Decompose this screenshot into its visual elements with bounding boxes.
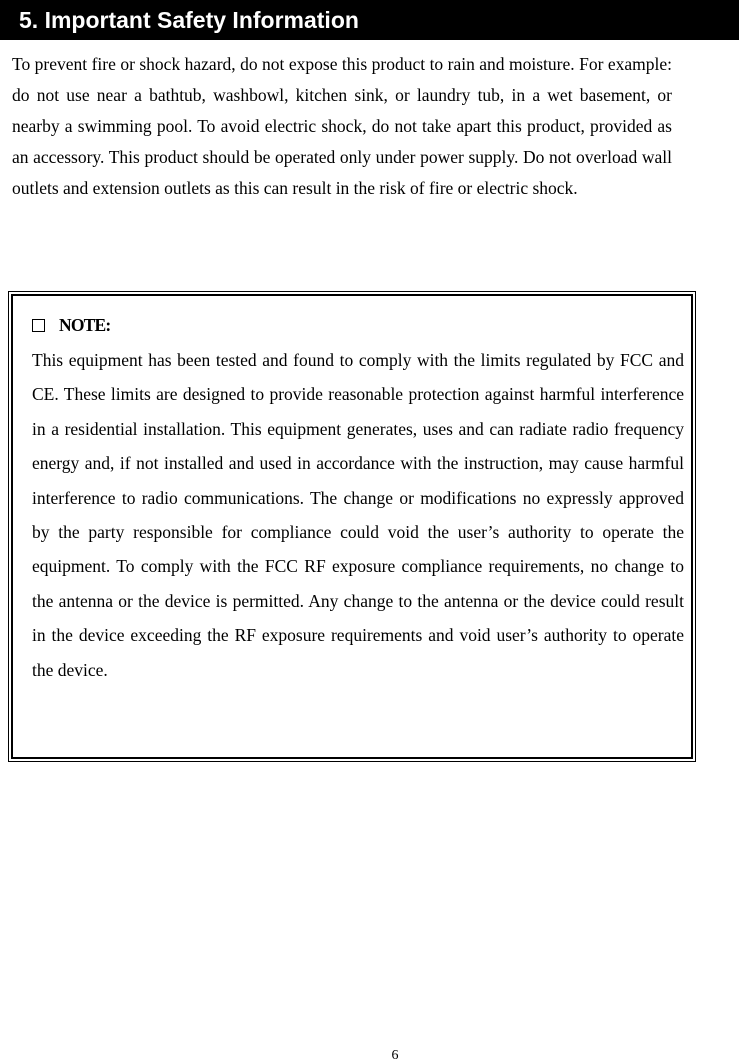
- note-paragraph: This equipment has been tested and found to comply with the limits regulated by FCC and CE. These limits are designed to provide reasonable protection against harmful interference in a residential installation. This equipment generates, uses and can radiate radio frequency energy and, if not installed and used in accordance with the instruction, may cause harmful interference to radio communications. The change or modifications no expressly approved by the party responsible for compliance could void the user’s authority to operate the equipment. To comply with the FCC RF exposure compliance requirements, no change to the antenna or the device is permitted. Any change to the antenna or the device could result in the device exceeding the RF exposure requirements and void user’s authority to operate the device.: [32, 350, 684, 680]
- note-heading: [32, 314, 110, 336]
- checkbox-icon: [32, 319, 45, 332]
- note-box-inner: [11, 294, 693, 759]
- note-title-label: NOTE:: [59, 315, 111, 335]
- section-title: 5. Important Safety Information: [0, 0, 739, 40]
- page-number: 6: [391, 1048, 399, 1063]
- safety-intro-paragraph: To prevent fire or shock hazard, do not expose this product to rain and moisture. For example: do not use near a bathtub, washbowl, kitchen sink, or laundry tub, in a wet basement, or nearby a swimming pool. To avoid electric shock, do not take apart this product, provided as an accessory. This product should be operated only under power supply. Do not overload wall outlets and extension outlets as this can result in the risk of fire or electric shock.: [12, 54, 672, 198]
- note-box: [8, 291, 696, 762]
